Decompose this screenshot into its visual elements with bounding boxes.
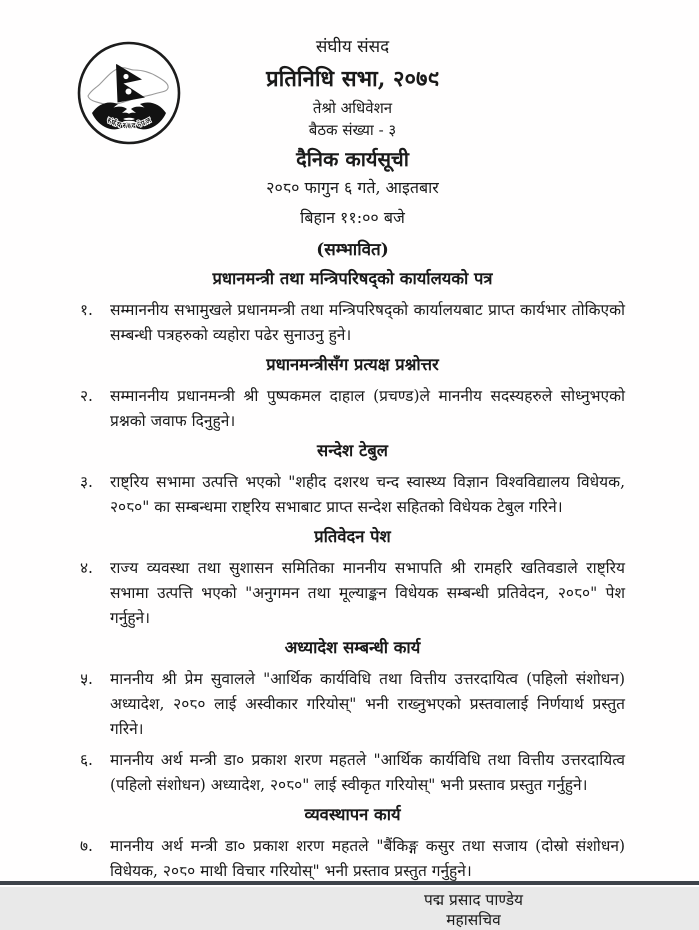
- agenda-item: [80, 384, 625, 434]
- secretary-general-name: पद्म प्रसाद पाण्डेय: [423, 891, 523, 909]
- signature-block: [424, 890, 523, 930]
- section-heading: सन्देश टेबुल: [317, 441, 388, 460]
- agenda-body: [80, 268, 625, 884]
- section-heading: प्रधानमन्त्री तथा मन्त्रिपरिषद्को कार्यालयको पत्र: [212, 269, 493, 288]
- meeting-date: २०८० फागुन ६ गते, आइतबार: [266, 178, 439, 197]
- item-number: १.: [80, 301, 93, 319]
- meeting-number: बैठक संख्या - ३: [308, 121, 397, 139]
- section-heading: प्रधानमन्त्रीसँग प्रत्यक्ष प्रश्नोत्तर: [266, 355, 439, 374]
- item-number: ४.: [80, 559, 93, 577]
- section-report-presentation: [80, 526, 625, 631]
- section-heading: अध्यादेश सम्बन्धी कार्य: [284, 638, 421, 657]
- section-pm-office-letter: [80, 268, 625, 348]
- item-text: सम्माननीय सभामुखले प्रधानमन्त्री तथा मन्त्रिपरिषद्को कार्यालयबाट प्राप्त कार्यभार तोकिएको सम्बन्धी पत्रहरुको व्यहोरा पढेर सुनाउनु हुने।: [110, 301, 625, 344]
- item-number: ३.: [80, 473, 93, 491]
- item-number: २.: [80, 387, 93, 405]
- meeting-time: बिहान ११:०० बजे: [300, 208, 405, 227]
- parliament-emblem: [76, 40, 182, 146]
- agenda-item: [80, 748, 625, 798]
- document-title: दैनिक कार्यसूची: [296, 147, 409, 171]
- item-text: माननीय श्री प्रेम सुवालले "आर्थिक कार्यविधि तथा वित्तीय उत्तरदायित्व (पहिलो संशोधन) अध्यादेश, २०८० लाई अस्वीकार गरियोस्" भनी राख्नुभएको प्रस्तवालाई निर्णयार्थ प्रस्तुत गरिने।: [110, 670, 625, 738]
- item-number: ५.: [80, 670, 93, 688]
- section-pm-question-answer: [80, 354, 625, 434]
- agenda-item: [80, 470, 625, 520]
- emblem-caption: संघीय संसद नेपाल: [105, 115, 153, 131]
- agenda-item: [80, 667, 625, 742]
- item-text: राष्ट्रिय सभामा उत्पत्ति भएको "शहीद दशरथ चन्द स्वास्थ्य विज्ञान विश्वविद्यालय विधेयक, २०८०" का सम्बन्धमा राष्ट्रिय सभाबाट प्राप्त सन्देश सहितको विधेयक टेबुल गरिने।: [110, 473, 625, 516]
- item-text: सम्माननीय प्रधानमन्त्री श्री पुष्पकमल दाहाल (प्रचण्ड)ले माननीय सदस्यहरुले सोध्नुभएको प्रश्नको जवाफ दिनुहुने।: [110, 387, 625, 430]
- agenda-item: [80, 556, 625, 631]
- assembly-title: प्रतिनिधि सभा, २०७९: [266, 66, 439, 92]
- agenda-item: [80, 298, 625, 348]
- secretary-general-title: महासचिव: [446, 911, 501, 929]
- section-heading: प्रतिवेदन पेश: [314, 527, 391, 546]
- flag-sun-icon: [126, 89, 132, 95]
- item-text: माननीय अर्थ मन्त्री डा० प्रकाश शरण महतले "आर्थिक कार्यविधि तथा वित्तीय उत्तरदायित्व (पहिलो संशोधन) अध्यादेश, २०८०" लाई स्वीकृत गरियोस्" भनी प्रस्ताव प्रस्तुत गर्नुहुने।: [110, 751, 625, 794]
- item-number: ७.: [80, 837, 93, 855]
- section-heading: व्यवस्थापन कार्य: [304, 805, 401, 824]
- section-legislative-business: [80, 804, 625, 884]
- agenda-item: [80, 834, 625, 884]
- organization-name: संघीय संसद: [315, 37, 390, 57]
- parliament-emblem-graphic: [76, 40, 182, 146]
- section-ordinance-business: [80, 637, 625, 798]
- tentative-label: (सम्भावित): [316, 240, 389, 260]
- item-text: माननीय अर्थ मन्त्री डा० प्रकाश शरण महतले "बैंकिङ्ग कसुर तथा सजाय (दोस्रो संशोधन) विधेयक, २०८० माथी विचार गरियोस्" भनी प्रस्ताव प्रस्तुत गर्नुहुने।: [110, 837, 625, 880]
- page-scan-edge: [0, 881, 699, 885]
- session-label: तेश्रो अधिवेशन: [312, 99, 393, 117]
- section-message-table: [80, 440, 625, 520]
- item-number: ६.: [80, 751, 93, 769]
- flag-moon-icon: [123, 74, 128, 79]
- item-text: राज्य व्यवस्था तथा सुशासन समितिका माननीय सभापति श्री रामहरि खतिवडाले राष्ट्रिय सभामा उत्पत्ति भएको "अनुगमन तथा मूल्याङ्कन विधेयक सम्बन्धी प्रतिवेदन, २०८०" पेश गर्नुहुने।: [110, 559, 625, 627]
